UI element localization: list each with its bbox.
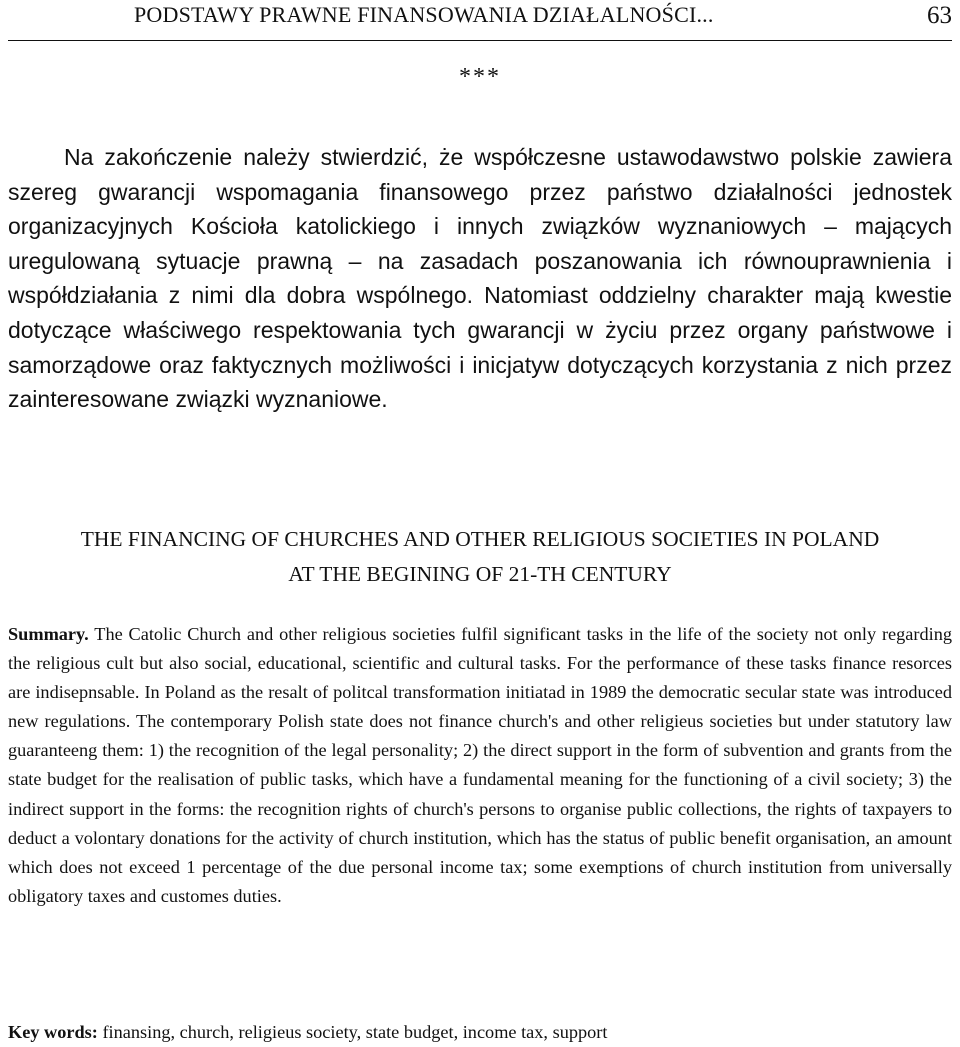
- section-separator: ***: [459, 64, 501, 90]
- polish-conclusion-paragraph: Na zakończenie należy stwierdzić, że współczesne ustawodawstwo polskie zawiera szereg gwarancji wspomagania finansowego przez państwo działalności jednostek organizacyjnych Kościoła katolickiego i innych związków wyznaniowych – mających uregulowaną sytuacje prawną – na zasadach poszanowania ich równouprawnienia i współdziałania z nimi dla dobra wspólnego. Natomiast oddzielny charakter mają kwestie dotyczące właściwego respektowania tych gwarancji w życiu przez organy państwowe i samorządowe oraz faktycznych możliwości i inicjatyw dotyczących korzystania z nich przez zainteresowane związki wyznaniowe.: [8, 144, 952, 413]
- summary-paragraph: [8, 620, 952, 911]
- keywords-text: finansing, church, religieus society, state budget, income tax, support: [97, 1022, 608, 1042]
- running-title: PODSTAWY PRAWNE FINANSOWANIA DZIAŁALNOŚCI...: [134, 2, 714, 27]
- keywords-label: Key words:: [8, 1022, 98, 1042]
- english-title-line-2: AT THE BEGINING OF 21-TH CENTURY: [288, 562, 672, 586]
- summary-text: The Catolic Church and other religious societies fulfil significant tasks in the life of the society not only regarding the religious cult but also social, educational, scientific and cultural tasks. For the performance of these tasks finance resorces are indisepnsable. In Poland as the resalt of politcal transformation initiatad in 1989 the democratic secular state was introduced new regulations. The contemporary Polish state does not finance church's and other religieus societies but under statutory law guaranteeng them: 1) the recognition of the legal personality; 2) the direct support in the form of subvention and grants from the state budget for the realisation of public tasks, which have a fundamental meaning for the functioning of a civil society; 3) the indirect support in the forms: the recognition rights of church's persons to organise public collections, the rights of taxpayers to deduct a volontary donations for the activity of church institution, which has the status of public benefit organisation, an amount which does not exceed 1 percentage of the due personal income tax; some exemptions of church institution from universally obligatory taxes and customes duties.: [8, 624, 952, 906]
- running-header: [8, 0, 952, 41]
- page-number: 63: [927, 2, 952, 29]
- english-title-line-1: THE FINANCING OF CHURCHES AND OTHER RELIGIOUS SOCIETIES IN POLAND: [80, 527, 880, 551]
- summary-label: Summary.: [8, 624, 89, 644]
- english-title: [0, 522, 960, 592]
- keywords-line: [8, 1018, 952, 1047]
